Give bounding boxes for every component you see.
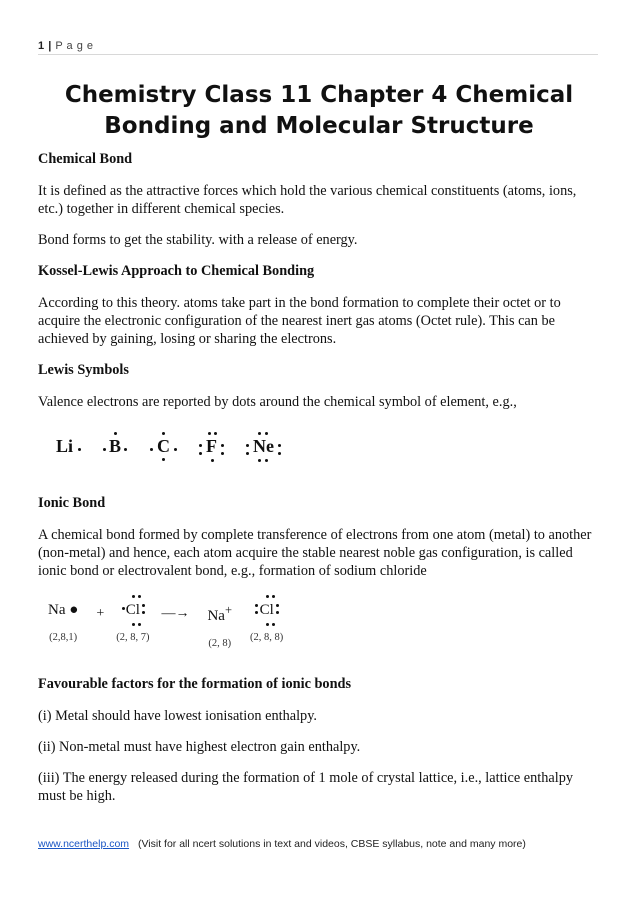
lewis-f-label: F xyxy=(206,436,218,456)
eq-na-dot: ● xyxy=(69,602,79,618)
page-label: P a g e xyxy=(55,40,94,52)
page-footer xyxy=(38,838,526,850)
footer-note: (Visit for all ncert solutions in text and videos, CBSE syllabus, note and many more) xyxy=(137,838,526,850)
lewis-c-label: C xyxy=(157,436,171,456)
eq-arrow: —→ xyxy=(161,606,190,621)
bond-forms-text: Bond forms to get the stability. with a release of energy. xyxy=(38,232,358,248)
lewis-symbol-ne xyxy=(243,427,284,465)
eq-term-na xyxy=(42,593,84,647)
eq-cl-ion-symbol: Cl xyxy=(259,602,274,618)
lewis-symbol-b xyxy=(99,427,131,465)
eq-na-ion-charge: + xyxy=(224,603,233,617)
page-header xyxy=(38,40,94,52)
factor-item-3: (iii) The energy released during the formation of 1 mole of crystal lattice, i.e., lattice enthalpy must be high. xyxy=(38,770,574,804)
lewis-symbols-heading: Lewis Symbols xyxy=(38,362,129,378)
factor-item-1: (i) Metal should have lowest ionisation enthalpy. xyxy=(38,708,317,724)
ionic-bond-heading: Ionic Bond xyxy=(38,495,106,511)
factor-item-2: (ii) Non-metal must have highest electron gain enthalpy. xyxy=(38,739,361,755)
eq-na-config: (2,8,1) xyxy=(49,632,78,643)
chemical-bond-heading: Chemical Bond xyxy=(38,151,133,167)
eq-term-cl-ion xyxy=(250,593,283,647)
header-divider xyxy=(38,54,598,55)
eq-plus-sign: + xyxy=(96,606,105,621)
page-number: 1 xyxy=(38,40,45,52)
kossel-lewis-text: According to this theory. atoms take part in the bond formation to complete their octet or to acquire the electronic configuration of the nearest inert gas atoms (Octet rule). This can be achieved by gaining, losing or sharing the electrons. xyxy=(38,295,561,347)
eq-cl-config: (2, 8, 7) xyxy=(116,632,150,643)
lewis-b-label: B xyxy=(109,436,122,456)
lewis-symbol-c xyxy=(147,427,180,465)
document-title: Chemistry Class 11 Chapter 4 Chemical Bonding and Molecular Structure xyxy=(64,82,574,139)
lewis-symbols-figure xyxy=(46,424,598,468)
lewis-li-label: Li xyxy=(56,436,74,456)
page-separator: | xyxy=(48,40,52,52)
ionic-bond-text: A chemical bond formed by complete transference of electrons from one atom (metal) to another (non-metal) and hence, each atom acquire the stable nearest noble gas configuration, is called ionic bond or electrovalent bond, e.g., formation of sodium chloride xyxy=(38,527,592,579)
lewis-symbol-li xyxy=(46,427,83,465)
lewis-symbol-f xyxy=(196,427,227,465)
document-body xyxy=(38,150,598,818)
eq-na-symbol: Na xyxy=(48,602,66,618)
eq-cl-symbol: Cl xyxy=(125,602,140,618)
eq-cl-ion-config: (2, 8, 8) xyxy=(250,632,284,643)
sodium-chloride-equation xyxy=(42,593,598,651)
eq-na-ion-symbol: Na xyxy=(207,608,225,624)
kossel-lewis-heading: Kossel-Lewis Approach to Chemical Bonding xyxy=(38,263,315,279)
favourable-factors-heading: Favourable factors for the formation of ionic bonds xyxy=(38,676,352,692)
lewis-symbols-text: Valence electrons are reported by dots around the chemical symbol of element, e.g., xyxy=(38,394,517,410)
lewis-ne-label: Ne xyxy=(253,436,275,456)
footer-website-link[interactable]: www.ncerthelp.com xyxy=(38,838,130,850)
chemical-bond-definition: It is defined as the attractive forces which hold the various chemical constituents (atoms, ions, etc.) together in different chemical species. xyxy=(38,183,577,217)
eq-term-cl xyxy=(116,593,149,647)
eq-term-na-ion xyxy=(201,593,238,653)
eq-na-ion-config: (2, 8) xyxy=(208,638,232,649)
